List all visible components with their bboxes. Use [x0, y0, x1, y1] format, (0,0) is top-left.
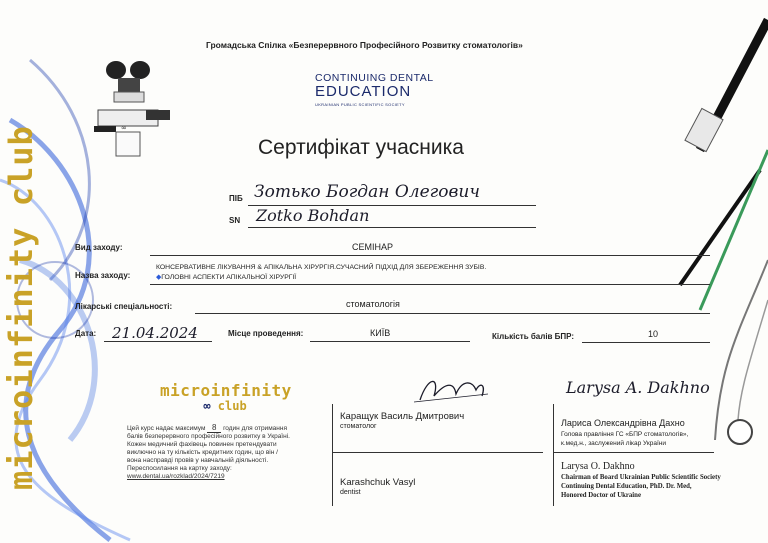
cde-logo: CONTINUING DENTAL EDUCATION UKRAINIAN PUBLIC SCIENTIFIC SOCIETY: [315, 72, 434, 107]
microinfinity-logo: microinfinity ∞ club: [160, 381, 292, 413]
place-value: КИЇВ: [370, 328, 391, 338]
pib-value: Зотько Богдан Олегович: [254, 182, 480, 202]
decorative-dental-instruments: [660, 0, 768, 543]
event-type-label: Вид заходу:: [75, 243, 123, 252]
event-name-line1: КОНСЕРВАТИВНЕ ЛІКУВАННЯ & АПІКАЛЬНА ХІРУРГІЯ.СУЧАСНИЙ ПІДХІД ДЛЯ ЗБЕРЕЖЕННЯ ЗУБІВ.: [156, 264, 487, 271]
certificate-title: Сертифікат учасника: [258, 136, 464, 159]
signatory2-name-en: Larysa O. Dakhno: [561, 461, 635, 472]
points-value: 10: [648, 329, 659, 339]
date-label: Дата:: [75, 329, 97, 338]
infinity-icon: ∞: [203, 399, 211, 413]
date-value: 21.04.2024: [112, 324, 198, 342]
signatory2-vline: [553, 404, 554, 506]
signature-dakhno: Larysa A. Dakhno: [566, 378, 710, 397]
signatory1-vline: [332, 404, 333, 506]
event-type-value: СЕМІНАР: [352, 242, 394, 252]
signatory2-role-en1: Chairman of Board Ukrainian Public Scientific Society: [561, 474, 721, 481]
signatory2-role-en3: Honored Doctor of Ukraine: [561, 492, 641, 499]
event-name-label: Назва заходу:: [75, 271, 131, 280]
signatory2-role-en2: Continuing Dental Education, PhD. Dr. Med,: [561, 483, 692, 490]
points-label: Кількість балів БПР:: [492, 332, 575, 341]
pib-label: ПІБ: [229, 194, 243, 203]
bullet-diamond-icon: ◆: [156, 274, 162, 281]
vertical-brand-text: microinfinity club: [2, 125, 40, 490]
signatory1-name-en: Karashchuk Vasyl: [340, 477, 416, 488]
signature-karashchuk: [410, 372, 490, 410]
signatory1-name-ua: Каращук Василь Дмитрович: [340, 411, 465, 422]
microscope-icon: [88, 56, 188, 166]
svg-text:∞: ∞: [121, 124, 127, 132]
event-name-line2: ◆ГОЛОВНІ АСПЕКТИ АПІКАЛЬНОЇ ХІРУРГІЇ: [156, 274, 297, 281]
organization-name: Громадська Спілка «Безперервного Професійного Розвитку стоматологів»: [206, 40, 523, 50]
event-link[interactable]: www.dental.ua/rozklad/2024/7219: [127, 473, 225, 480]
signatory1-role-en: dentist: [340, 489, 361, 496]
notice-text: Цей курс надає максимум 8 годин для отримання балів безперервного професійного розвитку в Україні. Кожен медичний фахівець повинен претендувати виключно на ту кількість кредитних годин, що він / вона насправді провів у навчальній діяльності. Переспосилання на картку заходу: www.dental.ua/rozklad/2024/7219: [127, 424, 327, 481]
signatory1-role-ua: стоматолог: [340, 423, 377, 430]
sn-value: Zotko Bohdan: [256, 206, 370, 225]
signatory2-name-ua: Лариса Олександрівна Дахно: [561, 418, 685, 428]
specialty-value: стоматологія: [346, 299, 400, 309]
signatory2-role-ua1: Голова правління ГС «БПР стоматологів»,: [561, 431, 689, 438]
signatory2-role-ua2: к.мед.н., заслужений лікар України: [561, 440, 666, 447]
place-label: Місце проведення:: [228, 329, 304, 338]
specialty-label: Лікарські спеціальності:: [75, 302, 173, 311]
sn-label: SN: [229, 216, 241, 225]
